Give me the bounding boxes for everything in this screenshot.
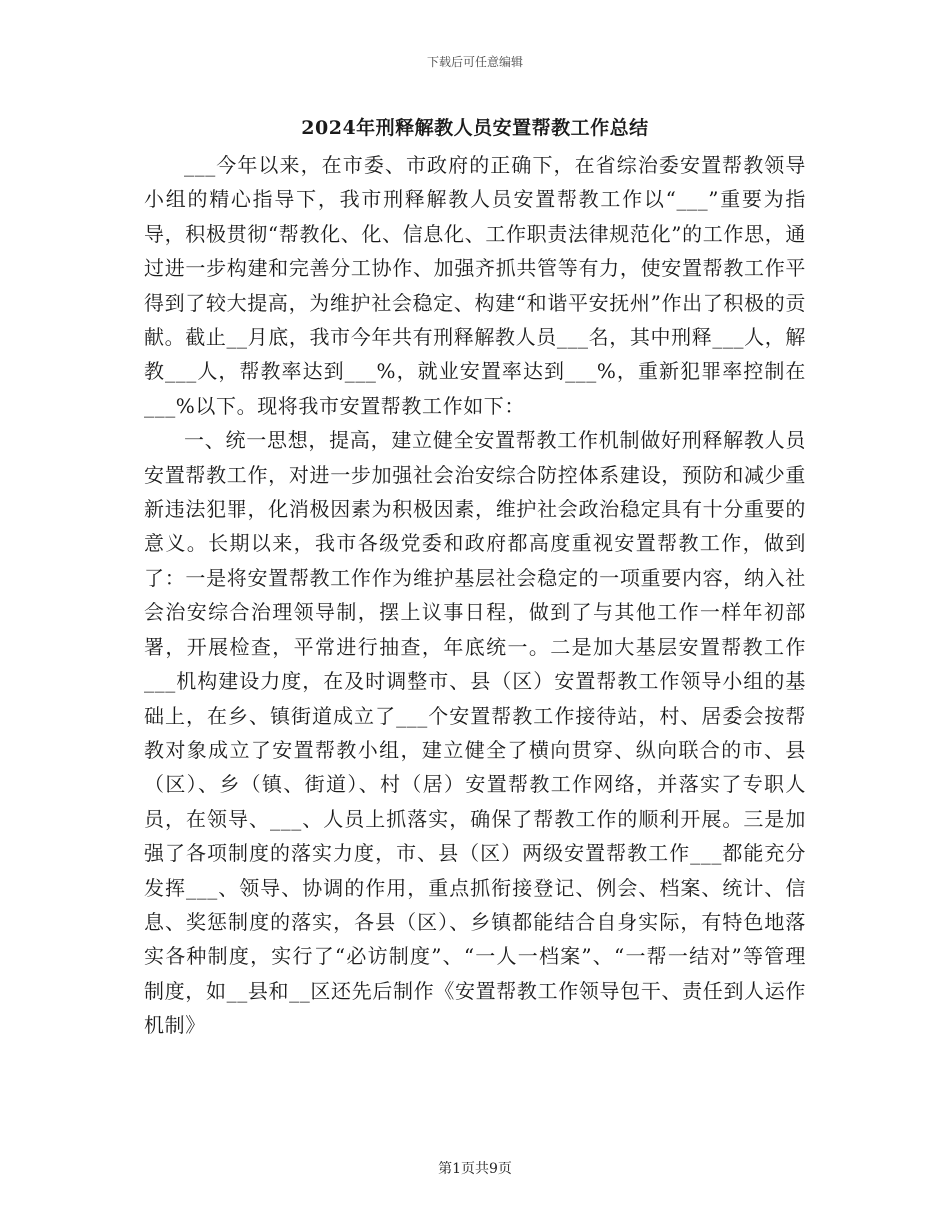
header-note: 下载后可任意编辑	[426, 55, 523, 69]
document-title: 2024年刑释解教人员安置帮教工作总结	[301, 117, 649, 139]
page-footer: 第1页共9页	[438, 1161, 512, 1177]
document-body	[144, 148, 806, 1043]
paragraph-section-1: 一、统一思想，提高，建立健全安置帮教工作机制做好刑释解教人员安置帮教工作，对进一步加强社会治安综合防控体系建设，预防和减少重新违法犯罪，化消极因素为积极因素，维护社会政治稳定具有十分重要的意义。长期以来，我市各级党委和政府都高度重视安置帮教工作，做到了：一是将安置帮教工作作为维护基层社会稳定的一项重要内容，纳入社会治安综合治理领导制，摆上议事日程，做到了与其他工作一样年初部署，开展检查，平常进行抽查，年底统一。二是加大基层安置帮教工作___机构建设力度，在及时调整市、县（区）安置帮教工作领导小组的基础上，在乡、镇街道成立了___个安置帮教工作接待站，村、居委会按帮教对象成立了安置帮教小组，建立健全了横向贯穿、纵向联合的市、县（区）、乡（镇、街道）、村（居）安置帮教工作网络，并落实了专职人员，在领导、___、人员上抓落实，确保了帮教工作的顺利开展。三是加强了各项制度的落实力度，市、县（区）两级安置帮教工作___都能充分发挥___、领导、协调的作用，重点抓衔接登记、例会、档案、统计、信息、奖惩制度的落实，各县（区）、乡镇都能结合自身实际，有特色地落实各种制度，实行了“必访制度”、“一人一档案”、“一帮一结对”等管理制度，如__县和__区还先后制作《安置帮教工作领导包干、责任到人运作机制》	[144, 428, 806, 1038]
paragraph-intro: ___今年以来，在市委、市政府的正确下，在省综治委安置帮教领导小组的精心指导下，我市刑释解教人员安置帮教工作以“___”重要为指导，积极贯彻“帮教化、化、信息化、工作职责法律规范化”的工作思，通过进一步构建和完善分工协作、加强齐抓共管等有力，使安置帮教工作平得到了较大提高，为维护社会稳定、构建“和谐平安抚州”作出了积极的贡献。截止__月底，我市今年共有刑释解教人员___名，其中刑释___人，解教___人，帮教率达到___%，就业安置率达到___%，重新犯罪率控制在___%以下。现将我市安置帮教工作如下：	[144, 153, 806, 418]
